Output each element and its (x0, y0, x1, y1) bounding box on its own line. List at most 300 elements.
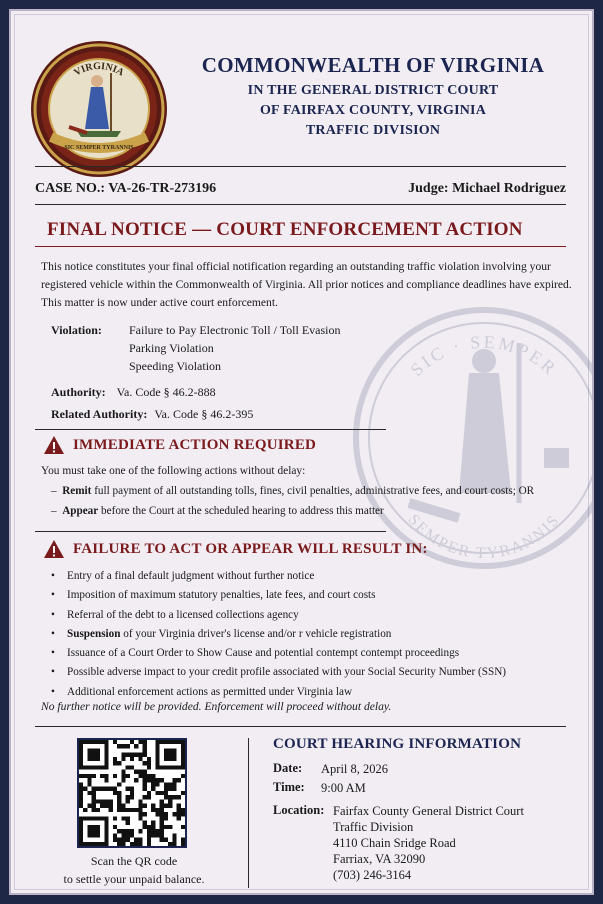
qr-module (147, 761, 151, 765)
header-county-line: OF FAIRFAX COUNTY, VIRGINIA (259, 103, 487, 118)
violation-item: Speeding Violation (129, 359, 222, 373)
document-frame (9, 9, 594, 895)
list-item (47, 625, 587, 644)
qr-module (79, 829, 83, 833)
qr-module (143, 748, 147, 752)
appear-keyword: Appear (62, 505, 99, 517)
qr-module (87, 774, 91, 778)
qr-module (143, 761, 147, 765)
qr-module (79, 753, 83, 757)
qr-module (164, 753, 168, 757)
qr-module (134, 838, 138, 842)
svg-text:SIC SEMPER TYRANNIS: SIC SEMPER TYRANNIS (64, 145, 134, 151)
qr-module (147, 778, 151, 782)
qr-module (164, 838, 168, 842)
date-label: Date: (273, 761, 303, 775)
title-underline (35, 246, 566, 247)
qr-module (104, 833, 108, 837)
qr-module (177, 804, 181, 808)
qr-module (130, 808, 134, 812)
qr-module (79, 748, 83, 752)
qr-module (164, 757, 168, 761)
qr-module (134, 808, 138, 812)
qr-module (113, 816, 117, 820)
svg-text:SIC · SEMPER: SIC · SEMPER (406, 331, 562, 380)
qr-module (160, 799, 164, 803)
qr-module (104, 744, 108, 748)
qr-module (113, 833, 117, 837)
qr-module (181, 761, 185, 765)
remit-keyword: Remit (62, 485, 92, 497)
qr-module (96, 816, 100, 820)
case-label: CASE NO.: (35, 181, 106, 196)
qr-module (117, 795, 121, 799)
qr-module (177, 740, 181, 744)
qr-module (168, 757, 172, 761)
qr-module (143, 821, 147, 825)
qr-module (79, 761, 83, 765)
violation-label: Violation: (51, 323, 102, 337)
qr-module (164, 804, 168, 808)
qr-module (117, 799, 121, 803)
qr-module (160, 825, 164, 829)
qr-module (87, 842, 91, 846)
qr-module (92, 795, 96, 799)
qr-module (104, 774, 108, 778)
list-item: • Referral of the debt to a licensed collections agency (47, 606, 587, 625)
qr-module (113, 761, 117, 765)
qr-module (87, 778, 91, 782)
qr-module (126, 774, 130, 778)
qr-module (96, 753, 100, 757)
qr-module (143, 778, 147, 782)
qr-module (117, 804, 121, 808)
qr-module (87, 825, 91, 829)
notice-intro: This notice constitutes your final official notification regarding an outstanding traffic violation involving your registered vehicle within the Commonwealth of Virginia. All prior notices and compliance deadlines have expired. This matter is now under active court enforcement. (41, 260, 572, 309)
qr-module (121, 842, 125, 846)
qr-module (121, 816, 125, 820)
qr-module (121, 804, 125, 808)
qr-code-icon (79, 740, 185, 846)
qr-module (172, 757, 176, 761)
qr-module (143, 825, 147, 829)
qr-module (143, 804, 147, 808)
qr-module (92, 808, 96, 812)
qr-module (104, 825, 108, 829)
qr-module (113, 787, 117, 791)
qr-module (130, 740, 134, 744)
qr-module (164, 740, 168, 744)
qr-module (92, 740, 96, 744)
qr-module (164, 787, 168, 791)
qr-module (143, 774, 147, 778)
qr-module (79, 795, 83, 799)
qr-module (92, 774, 96, 778)
violation-list (129, 321, 341, 375)
qr-module (160, 765, 164, 769)
svg-text:VIRGINIA: VIRGINIA (72, 60, 126, 79)
qr-module (87, 748, 91, 752)
qr-module (155, 748, 159, 752)
address-line: 4110 Chain Sridge Road (333, 836, 456, 850)
qr-module (130, 842, 134, 846)
qr-module (160, 829, 164, 833)
qr-module (155, 740, 159, 744)
qr-module (104, 748, 108, 752)
address-line: Farriax, VA 32090 (333, 852, 426, 866)
qr-module (181, 740, 185, 744)
qr-module (79, 821, 83, 825)
qr-module (143, 770, 147, 774)
qr-module (164, 825, 168, 829)
qr-module (138, 808, 142, 812)
qr-module (147, 842, 151, 846)
qr-module (96, 787, 100, 791)
qr-module (100, 799, 104, 803)
qr-module (155, 753, 159, 757)
qr-module (79, 804, 83, 808)
closing-statement: No further notice will be provided. Enforcement will proceed without delay. (41, 700, 392, 713)
qr-module (117, 829, 121, 833)
qr-module (181, 753, 185, 757)
qr-module (160, 838, 164, 842)
qr-module (164, 765, 168, 769)
qr-module (113, 791, 117, 795)
suspension-text: of your Virginia driver's license and/or r vehicle registration (120, 627, 392, 640)
qr-module (134, 842, 138, 846)
qr-module (109, 808, 113, 812)
qr-module (172, 787, 176, 791)
qr-module (117, 761, 121, 765)
qr-module (168, 748, 172, 752)
header-title: COMMONWEALTH OF VIRGINIA (201, 53, 545, 77)
qr-module (87, 757, 91, 761)
qr-module (147, 825, 151, 829)
qr-module (109, 799, 113, 803)
qr-module (100, 816, 104, 820)
related-authority-row (51, 405, 253, 423)
qr-module (79, 744, 83, 748)
qr-module (147, 795, 151, 799)
qr-module (104, 757, 108, 761)
qr-module (164, 791, 168, 795)
qr-module (79, 791, 83, 795)
qr-module (168, 787, 172, 791)
case-row (35, 181, 566, 197)
qr-module (104, 821, 108, 825)
qr-module (126, 795, 130, 799)
qr-module (155, 829, 159, 833)
qr-module (172, 838, 176, 842)
qr-module (92, 833, 96, 837)
qr-module (126, 765, 130, 769)
qr-module (83, 787, 87, 791)
qr-module (168, 795, 172, 799)
qr-module (138, 829, 142, 833)
qr-module (87, 804, 91, 808)
qr-module (126, 816, 130, 820)
list-item: • Issuance of a Court Order to Show Cause and potential contempt contempt proceedings (47, 644, 587, 663)
qr-module (168, 740, 172, 744)
qr-module (79, 740, 83, 744)
qr-module (87, 791, 91, 795)
svg-text:SEMPER TYRANNIS: SEMPER TYRANNIS (404, 511, 564, 563)
qr-module (117, 808, 121, 812)
judge (408, 181, 566, 197)
qr-module (96, 765, 100, 769)
list-item: • Entry of a final default judgment without further notice (47, 567, 587, 586)
qr-module (83, 808, 87, 812)
qr-module (126, 829, 130, 833)
qr-module (87, 833, 91, 837)
qr-module (160, 808, 164, 812)
related-authority-value: Va. Code § 46.2-395 (154, 407, 254, 421)
qr-module (181, 765, 185, 769)
qr-module (177, 778, 181, 782)
qr-module (92, 825, 96, 829)
qr-module (113, 825, 117, 829)
notice-title: FINAL NOTICE — COURT ENFORCEMENT ACTION (47, 219, 523, 240)
qr-module (181, 791, 185, 795)
divider (35, 531, 386, 532)
qr-module (143, 812, 147, 816)
qr-module (126, 821, 130, 825)
qr-module (155, 812, 159, 816)
list-item: • Imposition of maximum statutory penalties, late fees, and court costs (47, 586, 587, 605)
list-item: • Additional enforcement actions as permitted under Virginia law (47, 683, 587, 702)
failure-heading (43, 539, 428, 559)
qr-module (172, 765, 176, 769)
qr-module (151, 778, 155, 782)
qr-module (168, 765, 172, 769)
qr-module (100, 842, 104, 846)
qr-module (130, 765, 134, 769)
qr-module (143, 782, 147, 786)
qr-module (138, 816, 142, 820)
qr-module (155, 778, 159, 782)
qr-module (79, 765, 83, 769)
qr-module (117, 744, 121, 748)
qr-module (121, 833, 125, 837)
qr-module (138, 753, 142, 757)
authority-value: Va. Code § 46.2-888 (116, 385, 216, 399)
qr-module (117, 782, 121, 786)
judge-label: Judge: (408, 181, 449, 196)
list-item: • Possible adverse impact to your credit profile associated with your Social Security Number (SSN) (47, 663, 587, 682)
related-authority-label: Related Authority: (51, 407, 148, 421)
qr-module (79, 799, 83, 803)
violation-item: Parking Violation (129, 341, 214, 355)
qr-module (104, 829, 108, 833)
qr-module (79, 825, 83, 829)
date-value: April 8, 2026 (321, 762, 389, 776)
qr-module (126, 753, 130, 757)
qr-caption-line: to settle your unpaid balance. (63, 872, 205, 886)
qr-module (130, 791, 134, 795)
qr-module (117, 838, 121, 842)
qr-module (109, 787, 113, 791)
qr-module (134, 753, 138, 757)
qr-module (138, 757, 142, 761)
header-court-line: IN THE GENERAL DISTRICT COURT (247, 83, 499, 98)
qr-module (151, 825, 155, 829)
location-address (333, 803, 524, 883)
authority-label: Authority: (51, 385, 106, 399)
remit-text: full payment of all outstanding tolls, fines, civil penalties, administrative fees, and court costs; OR (91, 485, 535, 497)
qr-module (181, 774, 185, 778)
qr-module (92, 799, 96, 803)
qr-module (109, 804, 113, 808)
qr-module (147, 774, 151, 778)
qr-module (160, 778, 164, 782)
qr-module (155, 808, 159, 812)
qr-module (83, 842, 87, 846)
qr-module (126, 833, 130, 837)
court-header (163, 53, 583, 139)
qr-module (92, 791, 96, 795)
qr-module (151, 833, 155, 837)
location-label: Location: (273, 803, 325, 817)
case-number (35, 181, 216, 197)
appear-option: – Appear before the Court at the scheduled hearing to address this matter (51, 505, 384, 517)
qr-module (181, 842, 185, 846)
qr-module (181, 757, 185, 761)
qr-module (130, 833, 134, 837)
remit-option: – Remit full payment of all outstanding tolls, fines, civil penalties, administrative fees, and court costs; OR (51, 485, 535, 497)
failure-title: FAILURE TO ACT OR APPEAR WILL RESULT IN: (73, 540, 428, 557)
immediate-lead: You must take one of the following actions without delay: (41, 465, 306, 477)
qr-module (147, 765, 151, 769)
qr-module (104, 740, 108, 744)
qr-module (121, 829, 125, 833)
qr-module (138, 740, 142, 744)
qr-module (155, 744, 159, 748)
qr-module (104, 778, 108, 782)
qr-module (181, 748, 185, 752)
qr-module (172, 782, 176, 786)
qr-module (160, 804, 164, 808)
qr-module (138, 799, 142, 803)
qr-module (92, 765, 96, 769)
qr-module (147, 833, 151, 837)
violation-item: Failure to Pay Electronic Toll / Toll Evasion (129, 323, 341, 337)
qr-caption-line: Scan the QR code (90, 854, 178, 868)
qr-module (172, 748, 176, 752)
qr-module (104, 753, 108, 757)
address-line: Traffic Division (333, 820, 414, 834)
qr-module (100, 765, 104, 769)
qr-module (172, 753, 176, 757)
qr-module (143, 740, 147, 744)
qr-module (96, 757, 100, 761)
qr-module (160, 833, 164, 837)
qr-module (104, 787, 108, 791)
warning-icon (43, 435, 65, 455)
qr-module (172, 833, 176, 837)
qr-module (83, 774, 87, 778)
qr-module (87, 816, 91, 820)
appear-text: before the Court at the scheduled hearing to address this matter (98, 505, 384, 517)
qr-module (126, 744, 130, 748)
qr-module (92, 753, 96, 757)
qr-module (164, 816, 168, 820)
qr-module (130, 757, 134, 761)
qr-module (87, 740, 91, 744)
qr-module (117, 791, 121, 795)
address-line: Fairfax County General District Court (333, 804, 524, 818)
qr-module (104, 804, 108, 808)
qr-caption (41, 852, 227, 888)
qr-module (151, 804, 155, 808)
qr-module (96, 740, 100, 744)
qr-module (177, 765, 181, 769)
qr-module (181, 825, 185, 829)
qr-module (104, 761, 108, 765)
qr-module (134, 744, 138, 748)
qr-module (155, 757, 159, 761)
qr-module (172, 778, 176, 782)
qr-module (121, 757, 125, 761)
qr-module (143, 753, 147, 757)
qr-module (92, 842, 96, 846)
qr-module (181, 808, 185, 812)
qr-module (138, 804, 142, 808)
qr-module (79, 782, 83, 786)
qr-module (130, 753, 134, 757)
qr-module (164, 812, 168, 816)
warning-icon (43, 539, 65, 559)
authority-row (51, 383, 216, 401)
qr-module (79, 838, 83, 842)
qr-module (121, 774, 125, 778)
qr-module (130, 795, 134, 799)
qr-module (113, 774, 117, 778)
qr-code[interactable] (77, 738, 187, 848)
judge-name: Michael Rodriguez (452, 181, 566, 196)
time-value: 9:00 AM (321, 781, 366, 795)
time-label: Time: (273, 780, 305, 794)
consequence-list (47, 567, 587, 702)
qr-module (138, 842, 142, 846)
qr-module (113, 740, 117, 744)
qr-module (79, 833, 83, 837)
qr-module (100, 774, 104, 778)
qr-module (160, 821, 164, 825)
qr-module (113, 838, 117, 842)
qr-module (172, 795, 176, 799)
qr-module (164, 748, 168, 752)
qr-module (155, 833, 159, 837)
qr-module (172, 740, 176, 744)
qr-module (151, 774, 155, 778)
qr-module (96, 842, 100, 846)
divider (35, 204, 566, 205)
qr-module (160, 816, 164, 820)
qr-module (177, 795, 181, 799)
qr-module (87, 765, 91, 769)
watermark-seal-icon (349, 303, 594, 573)
qr-module (100, 740, 104, 744)
qr-module (87, 782, 91, 786)
qr-module (121, 753, 125, 757)
qr-module (79, 787, 83, 791)
qr-module (168, 799, 172, 803)
qr-module (181, 744, 185, 748)
qr-module (117, 842, 121, 846)
qr-module (96, 829, 100, 833)
qr-module (138, 812, 142, 816)
qr-module (151, 821, 155, 825)
